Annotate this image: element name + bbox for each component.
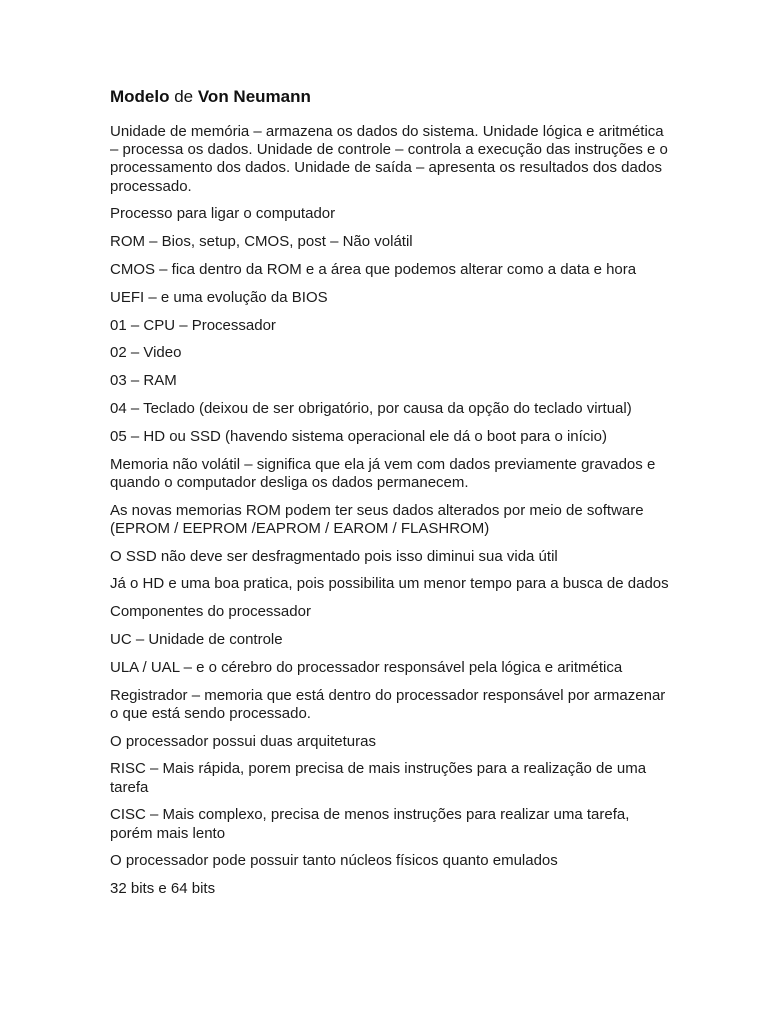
paragraph-componentes: Componentes do processador	[110, 603, 311, 621]
paragraph-unidades: Unidade de memória – armazena os dados do sistema. Unidade lógica e aritmética – processa os dados. Unidade de controle – controla a execução das instruções e o processamento dos dados. Unidade de saída – apresenta os resultados dos dados processado.	[110, 123, 668, 195]
list-item-teclado: 04 – Teclado (deixou de ser obrigatório, por causa da opção do teclado virtual)	[110, 399, 632, 417]
paragraph-memoria-nao-volatil: Memoria não volátil – significa que ela já vem com dados previamente gravados e quando o computador desliga os dados permanecem.	[110, 455, 656, 491]
paragraph-hd: Já o HD e uma boa pratica, pois possibilita um menor tempo para a busca de dados	[110, 575, 669, 593]
paragraph-cmos: CMOS – fica dentro da ROM e a área que podemos alterar como a data e hora	[110, 261, 637, 278]
list-item-video: 02 – Video	[110, 344, 182, 362]
document-title	[110, 87, 670, 107]
paragraph-cisc: CISC – Mais complexo, precisa de menos instruções para realizar uma tarefa, porém mais lento	[110, 806, 630, 842]
title-word-von-neumann: Von Neumann	[197, 87, 311, 106]
paragraph-ssd: O SSD não deve ser desfragmentado pois isso diminui sua vida útil	[110, 547, 558, 565]
paragraph-bits: 32 bits e 64 bits	[110, 880, 216, 898]
list-item-ram: 03 – RAM	[110, 372, 177, 390]
paragraph-ula: ULA / UAL – e o cérebro do processador responsável pela lógica e aritmética	[110, 658, 623, 676]
list-item-cpu: 01 – CPU – Processador	[110, 316, 276, 334]
paragraph-novas-memorias-rom: As novas memorias ROM podem ter seus dados alterados por meio de software (EPROM / EEPROM /EAPROM / EAROM / FLASHROM)	[110, 501, 644, 537]
list-item-hd-ssd: 05 – HD ou SSD (havendo sistema operacional ele dá o boot para o início)	[110, 427, 607, 445]
paragraph-processo-ligar: Processo para ligar o computador	[110, 205, 336, 223]
title-word-modelo: Modelo	[110, 87, 170, 106]
paragraph-uc: UC – Unidade de controle	[110, 630, 283, 648]
title-word-de: de	[169, 87, 198, 106]
paragraph-uefi: UEFI – e uma evolução da BIOS	[110, 288, 328, 306]
document-page	[110, 87, 670, 908]
paragraph-arquiteturas: O processador possui duas arquiteturas	[110, 732, 376, 750]
paragraph-nucleos: O processador pode possuir tanto núcleos físicos quanto emulados	[110, 852, 558, 870]
paragraph-risc: RISC – Mais rápida, porem precisa de mais instruções para a realização de uma tarefa	[110, 760, 647, 796]
paragraph-registrador: Registrador – memoria que está dentro do processador responsável por armazenar o que está sendo processado.	[110, 686, 666, 722]
paragraph-rom: ROM – Bios, setup, CMOS, post – Não volátil	[110, 233, 413, 251]
